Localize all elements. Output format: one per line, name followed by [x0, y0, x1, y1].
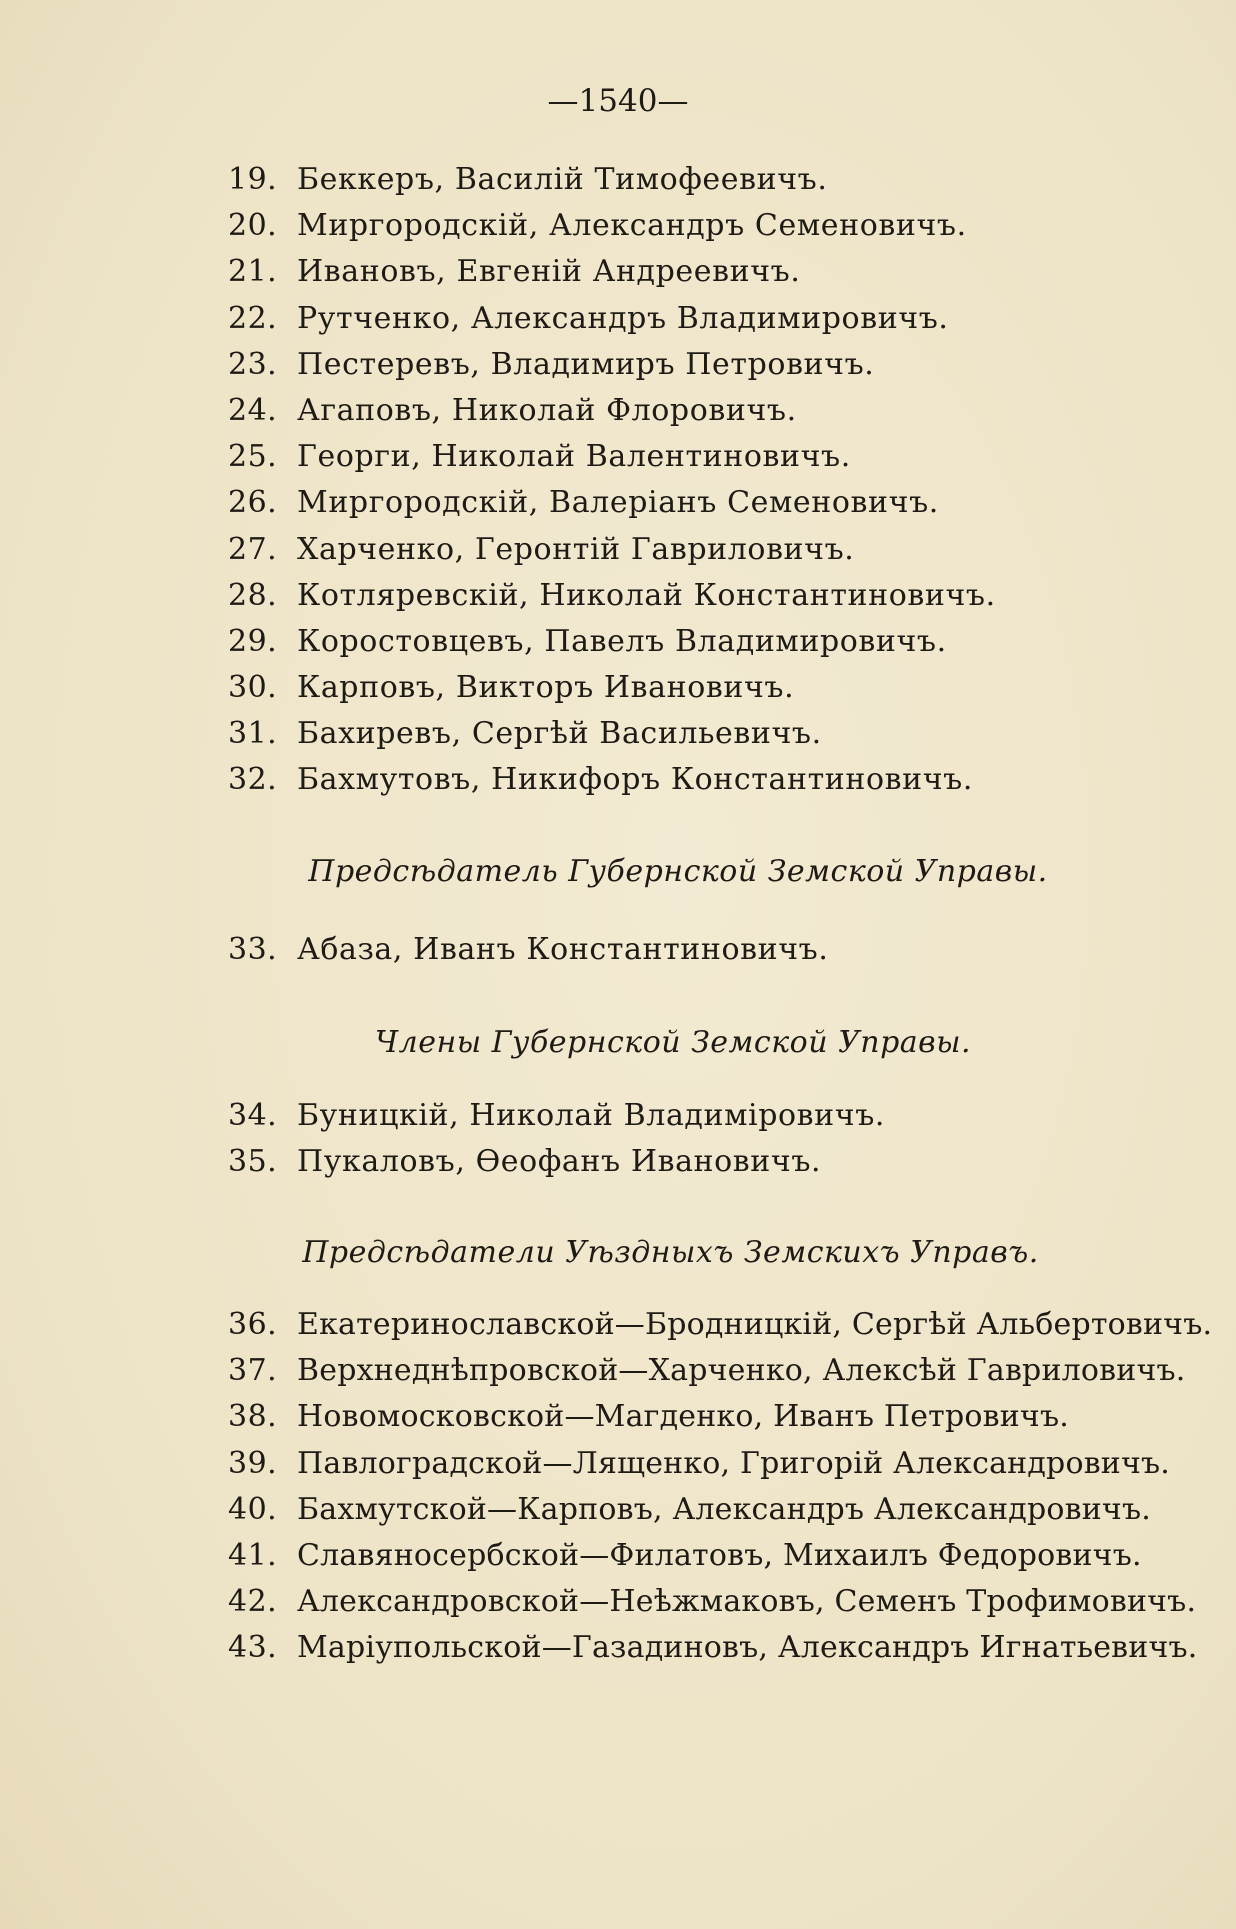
list-item [0, 249, 1236, 295]
chairman-list [0, 927, 1236, 973]
page-number: —1540— [547, 83, 689, 119]
entry-name: Верхнеднѣпровской—Харченко, Алексѣй Гавриловичъ. [297, 1353, 1186, 1389]
entry-name: Абаза, Иванъ Константиновичъ. [297, 932, 829, 967]
entry-name: Александровской—Неѣжмаковъ, Семенъ Трофимовичъ. [297, 1584, 1197, 1620]
entry-number: 30. [228, 670, 278, 706]
entry-name: Славяносербской—Филатовъ, Михаилъ Федоровичъ. [297, 1537, 1142, 1573]
entry-number: 34. [228, 1098, 278, 1133]
entry-name: Пукаловъ, Ѳеофанъ Ивановичъ. [297, 1144, 822, 1180]
entry-name: Агаповъ, Николай Флоровичъ. [297, 392, 797, 428]
list-item [0, 1348, 1236, 1394]
entry-name: Рутченко, Александръ Владимировичъ. [297, 300, 949, 336]
entry-number: 29. [228, 623, 278, 659]
entry-number: 23. [228, 346, 278, 382]
entry-name: Павлоградской—Лященко, Григорій Александровичъ. [297, 1445, 1171, 1481]
entry-number: 33. [228, 932, 278, 967]
entry-name: Бахмутской—Карповъ, Александръ Александровичъ. [297, 1491, 1151, 1527]
list-item [0, 342, 1236, 388]
entry-name: Георги, Николай Валентиновичъ. [297, 439, 851, 475]
entry-name: Екатеринославской—Бродницкій, Сергѣй Альбертовичъ. [297, 1307, 1213, 1342]
list-item [0, 927, 1236, 973]
entry-number: 25. [228, 439, 278, 475]
entry-number: 42. [228, 1584, 278, 1620]
entry-name: Миргородскій, Валеріанъ Семеновичъ. [297, 485, 939, 521]
entry-number: 20. [228, 208, 278, 244]
entry-number: 35. [228, 1144, 278, 1180]
section-heading-chairman: Предсѣдатель Губернской Земской Управы. [308, 854, 1048, 889]
list-item [0, 1139, 1236, 1185]
entry-number: 43. [228, 1630, 278, 1666]
entry-name: Бахиревъ, Сергѣй Васильевичъ. [297, 716, 822, 752]
section-heading-district-chairmen: Предсѣдатели Уѣздныхъ Земскихъ Управъ. [302, 1235, 1039, 1270]
list-item [0, 388, 1236, 434]
entry-number: 37. [228, 1353, 278, 1389]
list-item [0, 1302, 1236, 1348]
entry-number: 24. [228, 392, 278, 428]
entry-name: Беккеръ, Василій Тимофеевичъ. [297, 162, 828, 197]
list-item [0, 665, 1236, 711]
list-item [0, 1533, 1236, 1579]
list-item [0, 157, 1236, 203]
list-item [0, 296, 1236, 342]
entry-name: Котляревскій, Николай Константиновичъ. [297, 577, 996, 613]
entry-name: Буницкій, Николай Владиміровичъ. [297, 1098, 886, 1133]
list-item [0, 1579, 1236, 1625]
entry-name: Миргородскій, Александръ Семеновичъ. [297, 208, 967, 244]
list-item [0, 757, 1236, 803]
entry-number: 32. [228, 762, 278, 798]
list-item [0, 527, 1236, 573]
entry-name: Бахмутовъ, Никифоръ Константиновичъ. [297, 762, 973, 798]
entry-number: 22. [228, 300, 278, 336]
entry-name: Коростовцевъ, Павелъ Владимировичъ. [297, 623, 947, 659]
list-item [0, 573, 1236, 619]
entry-name: Ивановъ, Евгеній Андреевичъ. [297, 254, 801, 290]
entry-name: Харченко, Геронтій Гавриловичъ. [297, 531, 855, 567]
entry-number: 28. [228, 577, 278, 613]
entry-number: 31. [228, 716, 278, 752]
entry-name: Новомосковской—Магденко, Иванъ Петровичъ. [297, 1399, 1069, 1435]
list-item [0, 480, 1236, 526]
list-item [0, 711, 1236, 757]
section-heading-members: Члены Губернской Земской Управы. [374, 1025, 972, 1060]
entry-number: 40. [228, 1491, 278, 1527]
entry-number: 21. [228, 254, 278, 290]
entry-number: 39. [228, 1445, 278, 1481]
entry-name: Пестеревъ, Владимиръ Петровичъ. [297, 346, 875, 382]
entry-name: Карповъ, Викторъ Ивановичъ. [297, 670, 795, 706]
list-item [0, 1093, 1236, 1139]
entry-number: 19. [228, 162, 278, 197]
entry-number: 36. [228, 1307, 278, 1342]
list-item [0, 1394, 1236, 1440]
list-item [0, 203, 1236, 249]
entry-number: 41. [228, 1537, 278, 1573]
list-item [0, 1625, 1236, 1671]
board-members-list [0, 1093, 1236, 1185]
list-item [0, 1441, 1236, 1487]
list-item [0, 1487, 1236, 1533]
list-item [0, 619, 1236, 665]
district-chairmen-list [0, 1302, 1236, 1672]
entry-number: 27. [228, 531, 278, 567]
entry-number: 26. [228, 485, 278, 521]
entry-name: Маріупольской—Газадиновъ, Александръ Игнатьевичъ. [297, 1630, 1198, 1666]
entry-number: 38. [228, 1399, 278, 1435]
members-list [0, 157, 1236, 804]
list-item [0, 434, 1236, 480]
